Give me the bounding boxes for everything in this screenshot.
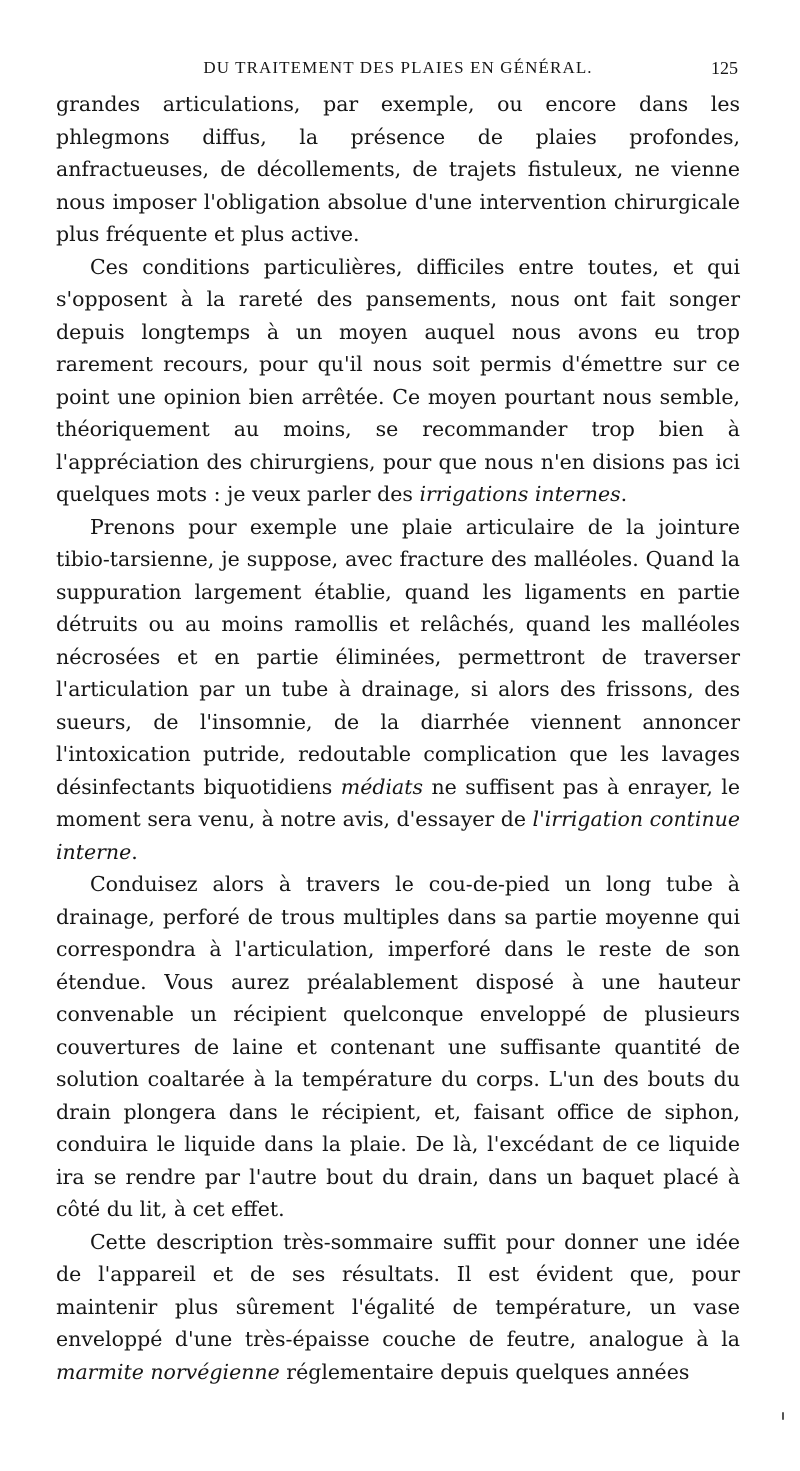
paragraph bbox=[56, 1226, 740, 1389]
paragraph bbox=[56, 88, 740, 251]
paragraph bbox=[56, 511, 740, 869]
italic-text: irrigations internes bbox=[419, 482, 621, 506]
text-segment: grandes articulations, par exemple, ou encore dans les phlegmons diffus, la présence de plaies profondes, anfractueuses, de décollements, de trajets fistuleux, ne vienne nous imposer l'obligation absolue d'une intervention chirurgicale plus fréquente et plus active. bbox=[56, 92, 740, 246]
running-title: DU TRAITEMENT DES PLAIES EN GÉNÉRAL. bbox=[203, 58, 593, 77]
text-segment: Cette description très-sommaire suffit pour donner une idée de l'appareil et de ses résultats. Il est évident que, pour maintenir plus sûrement l'égalité de température, un vase enveloppé d'une très-épaisse couche de feutre, analogue à la bbox=[56, 1229, 740, 1351]
page-number: 125 bbox=[711, 58, 738, 78]
text-segment: Prenons pour exemple une plaie articulaire de la jointure tibio-tarsienne, je suppose, avec fracture des malléoles. Quand la suppuration largement établie, quand les ligaments en partie détruits ou au moins ramollis et relâchés, quand les malléoles nécrosées et en partie éliminées, permettront de traverser l'articulation par un tube à drainage, si alors des frissons, des sueurs, de l'insomnie, de la diarrhée viennent annoncer l'intoxication putride, redoutable complication que les lavages désinfectants biquotidiens bbox=[56, 514, 740, 799]
text-segment: Ces conditions particulières, difficiles entre toutes, et qui s'opposent à la rareté des pansements, nous ont fait songer depuis longtemps à un moyen auquel nous avons eu trop rarement recours, pour qu'il nous soit permis d'émettre sur ce point une opinion bien arrêtée. Ce moyen pourtant nous semble, théoriquement au moins, se recommander trop bien à l'appréciation des chirurgiens, pour que nous n'en disions pas ici quelques mots : je veux parler des bbox=[56, 254, 740, 506]
running-header bbox=[56, 50, 740, 88]
text-segment: . bbox=[131, 839, 138, 864]
paragraph bbox=[56, 251, 740, 511]
italic-text: médiats bbox=[340, 774, 424, 799]
text-segment: Conduisez alors à travers le cou-de-pied un long tube à drainage, perforé de trous multiples dans sa partie moyenne qui correspondra à l'articulation, imperforé dans le reste de son étendue. Vous aurez préalablement disposé à une hauteur convenable un récipient quelconque enveloppé de plusieurs couvertures de laine et contenant une suffisante quantité de solution coaltarée à la température du corps. L'un des bouts du drain plongera dans le récipient, et, faisant office de siphon, conduira le liquide dans la plaie. De là, l'excédant de ce liquide ira se rendre par l'autre bout du drain, dans un baquet placé à côté du lit, à cet effet. bbox=[56, 872, 740, 1221]
italic-text: l'irrigation continue interne bbox=[56, 807, 740, 864]
paragraph bbox=[56, 868, 740, 1226]
ink-mark bbox=[782, 1412, 784, 1420]
text-segment: réglementaire depuis quelques années bbox=[279, 1359, 690, 1384]
text-segment: . bbox=[620, 482, 628, 506]
italic-text: marmite norvégienne bbox=[56, 1359, 280, 1384]
body-text bbox=[56, 88, 740, 1388]
text-segment: ne suffisent pas à enrayer, le moment sera venu, à notre avis, d'essayer de bbox=[56, 774, 741, 831]
